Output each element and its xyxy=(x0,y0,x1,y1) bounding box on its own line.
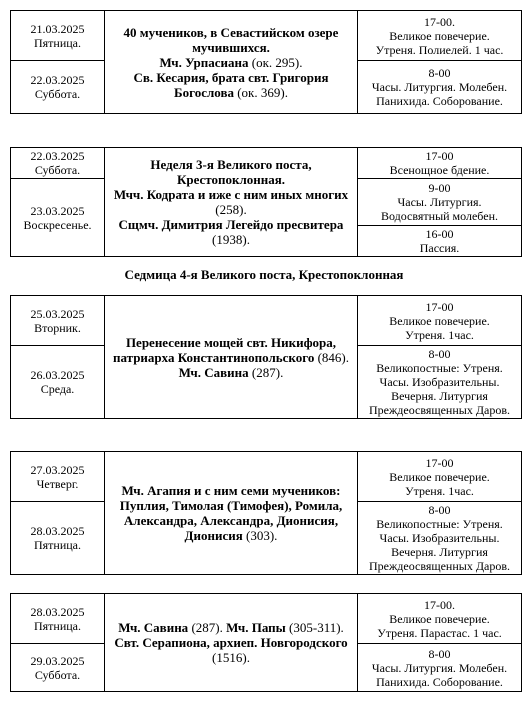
feast-cell xyxy=(105,11,358,114)
service-line: Утреня. Парастас. 1 час. xyxy=(377,625,502,640)
schedule-table-3 xyxy=(10,295,522,419)
date: 22.03.2025 xyxy=(30,73,85,87)
feast-bold: Мч. Савина xyxy=(178,364,249,380)
feast-normal: (846). xyxy=(314,349,349,365)
feast-bold: Мч. Урпасиана xyxy=(159,54,249,70)
service-cell xyxy=(358,502,522,575)
service-time: 17-00. xyxy=(424,597,455,612)
feast-normal: (1938). xyxy=(212,232,250,247)
service-cell xyxy=(358,179,522,226)
service-line: Водосвятный молебен. xyxy=(380,209,498,223)
service-time: 8-00 xyxy=(428,347,451,361)
date-cell xyxy=(11,61,105,114)
feast-line xyxy=(107,55,355,70)
date: 27.03.2025 xyxy=(30,462,85,477)
date-cell xyxy=(11,502,105,575)
feast-normal: (303). xyxy=(242,528,278,543)
service-line: Пассия. xyxy=(419,241,460,255)
feast-line xyxy=(107,70,355,100)
schedule-table-1 xyxy=(10,10,522,114)
feast-normal: (287). xyxy=(188,620,227,635)
feast-line xyxy=(107,217,355,247)
service-cell xyxy=(358,296,522,346)
feast-normal: (1516). xyxy=(212,650,250,665)
service-line: Часы. Литургия. Молебен. xyxy=(371,660,508,675)
date-cell xyxy=(11,296,105,346)
date: 23.03.2025 xyxy=(30,203,85,218)
feast-bold: Мчч. Кодрата и иже с ним иных многих xyxy=(113,187,349,202)
service-time: 9-00 xyxy=(428,181,451,195)
service-line: Утреня. 1час. xyxy=(405,327,474,342)
feast-bold: Перенесение мощей свт. Никифора, патриарха Константинопольского xyxy=(113,334,337,365)
weekday: Суббота. xyxy=(34,87,81,101)
service-line: Преждеосвященных Даров. xyxy=(368,403,511,417)
service-line: Утреня. Полиелей. 1 час. xyxy=(375,42,504,57)
date: 28.03.2025 xyxy=(30,524,85,538)
feast-cell xyxy=(105,452,358,575)
date-cell xyxy=(11,148,105,179)
weekday: Вторник. xyxy=(34,320,81,335)
schedule-table-5 xyxy=(10,593,522,692)
feast-bold: Мч. Савина xyxy=(118,620,189,635)
feast-normal: (ок. 295). xyxy=(248,54,303,70)
service-line: Панихида. Соборование. xyxy=(376,674,503,689)
service-time: 17-00 xyxy=(425,149,454,163)
date: 28.03.2025 xyxy=(30,604,85,619)
service-line: Часы. Изобразительны. xyxy=(379,375,500,389)
service-cell xyxy=(358,148,522,179)
date-cell xyxy=(11,594,105,644)
service-cell xyxy=(358,594,522,644)
date-cell xyxy=(11,644,105,692)
feast-bold: Св. Кесария, брата свт. Григория Богослова xyxy=(133,69,329,100)
service-cell xyxy=(358,346,522,419)
feast-normal: (305-311). xyxy=(285,620,344,635)
service-time: 8-00 xyxy=(428,503,451,517)
service-line: Великое повечерие. xyxy=(389,469,490,484)
feast-normal: (287). xyxy=(248,364,284,380)
service-line: Панихида. Соборование. xyxy=(376,94,503,108)
service-line: Часы. Изобразительны. xyxy=(379,531,500,545)
date: 26.03.2025 xyxy=(30,368,85,382)
feast-bold: Сщмч. Димитрия Легейдо пресвитера xyxy=(118,217,344,232)
weekday: Воскресенье. xyxy=(23,217,92,232)
service-time: 17-00 xyxy=(425,455,454,470)
service-line: Великое повечерие. xyxy=(389,313,490,328)
feast-bold: Свт. Серапиона, архиеп. Новгородского xyxy=(114,635,348,650)
service-line: Часы. Литургия. xyxy=(397,195,482,209)
feast-line: 40 мучеников, в Севастийском озере мучившихся. xyxy=(123,24,339,55)
schedule-table-2 xyxy=(10,147,522,257)
date-cell xyxy=(11,452,105,502)
service-line: Великопостные: Утреня. xyxy=(376,361,503,375)
service-line: Великое повечерие. xyxy=(389,28,490,43)
weekday: Пятница. xyxy=(33,618,82,633)
service-cell xyxy=(358,61,522,114)
service-line: Вечерня. Литургия xyxy=(391,389,488,403)
date-cell xyxy=(11,346,105,419)
weekday: Суббота. xyxy=(34,667,81,682)
date: 29.03.2025 xyxy=(30,653,85,668)
feast-bold: Мч. Агапия и с ним семи мучеников: Пуплия, Тимолая (Тимофея), Ромила, Александра, Александра, Дионисия, Дионисия xyxy=(119,483,343,543)
date: 21.03.2025 xyxy=(30,21,85,36)
feast-normal: (ок. 369). xyxy=(233,84,288,100)
service-cell xyxy=(358,452,522,502)
service-line: Утреня. 1час. xyxy=(405,483,474,498)
service-cell xyxy=(358,226,522,257)
weekday: Пятница. xyxy=(33,35,82,50)
service-line: Великое повечерие. xyxy=(389,611,490,626)
service-line: Всенощное бдение. xyxy=(389,163,490,177)
service-cell xyxy=(358,11,522,61)
date: 22.03.2025 xyxy=(30,149,85,163)
service-line: Великопостные: Утреня. xyxy=(376,517,503,531)
feast-cell xyxy=(105,296,358,419)
feast-normal: (258). xyxy=(215,202,247,217)
date-cell xyxy=(11,179,105,257)
service-cell xyxy=(358,644,522,692)
service-line: Преждеосвященных Даров. xyxy=(368,559,511,573)
feast-bold: Мч. Папы xyxy=(226,620,286,635)
feast-line: Неделя 3-я Великого поста, Крестопоклонная. xyxy=(150,157,312,187)
service-time: 17-00 xyxy=(425,299,454,314)
service-time: 16-00 xyxy=(425,227,454,241)
weekday: Суббота. xyxy=(34,163,81,177)
service-time: 8-00 xyxy=(428,646,451,661)
service-line: Вечерня. Литургия xyxy=(391,545,488,559)
weekday: Пятница. xyxy=(33,538,82,552)
weekday: Четверг. xyxy=(36,476,79,491)
date: 25.03.2025 xyxy=(30,306,85,321)
service-line: Часы. Литургия. Молебен. xyxy=(371,80,508,94)
service-time: 8-00 xyxy=(428,66,451,80)
date-cell xyxy=(11,11,105,61)
feast-line xyxy=(107,187,355,217)
feast-cell xyxy=(105,148,358,257)
weekday: Среда. xyxy=(40,382,75,396)
week-heading: Седмица 4-я Великого поста, Крестопоклонная xyxy=(124,267,404,282)
service-time: 17-00. xyxy=(424,14,455,29)
schedule-table-4 xyxy=(10,451,522,575)
feast-cell xyxy=(105,594,358,692)
